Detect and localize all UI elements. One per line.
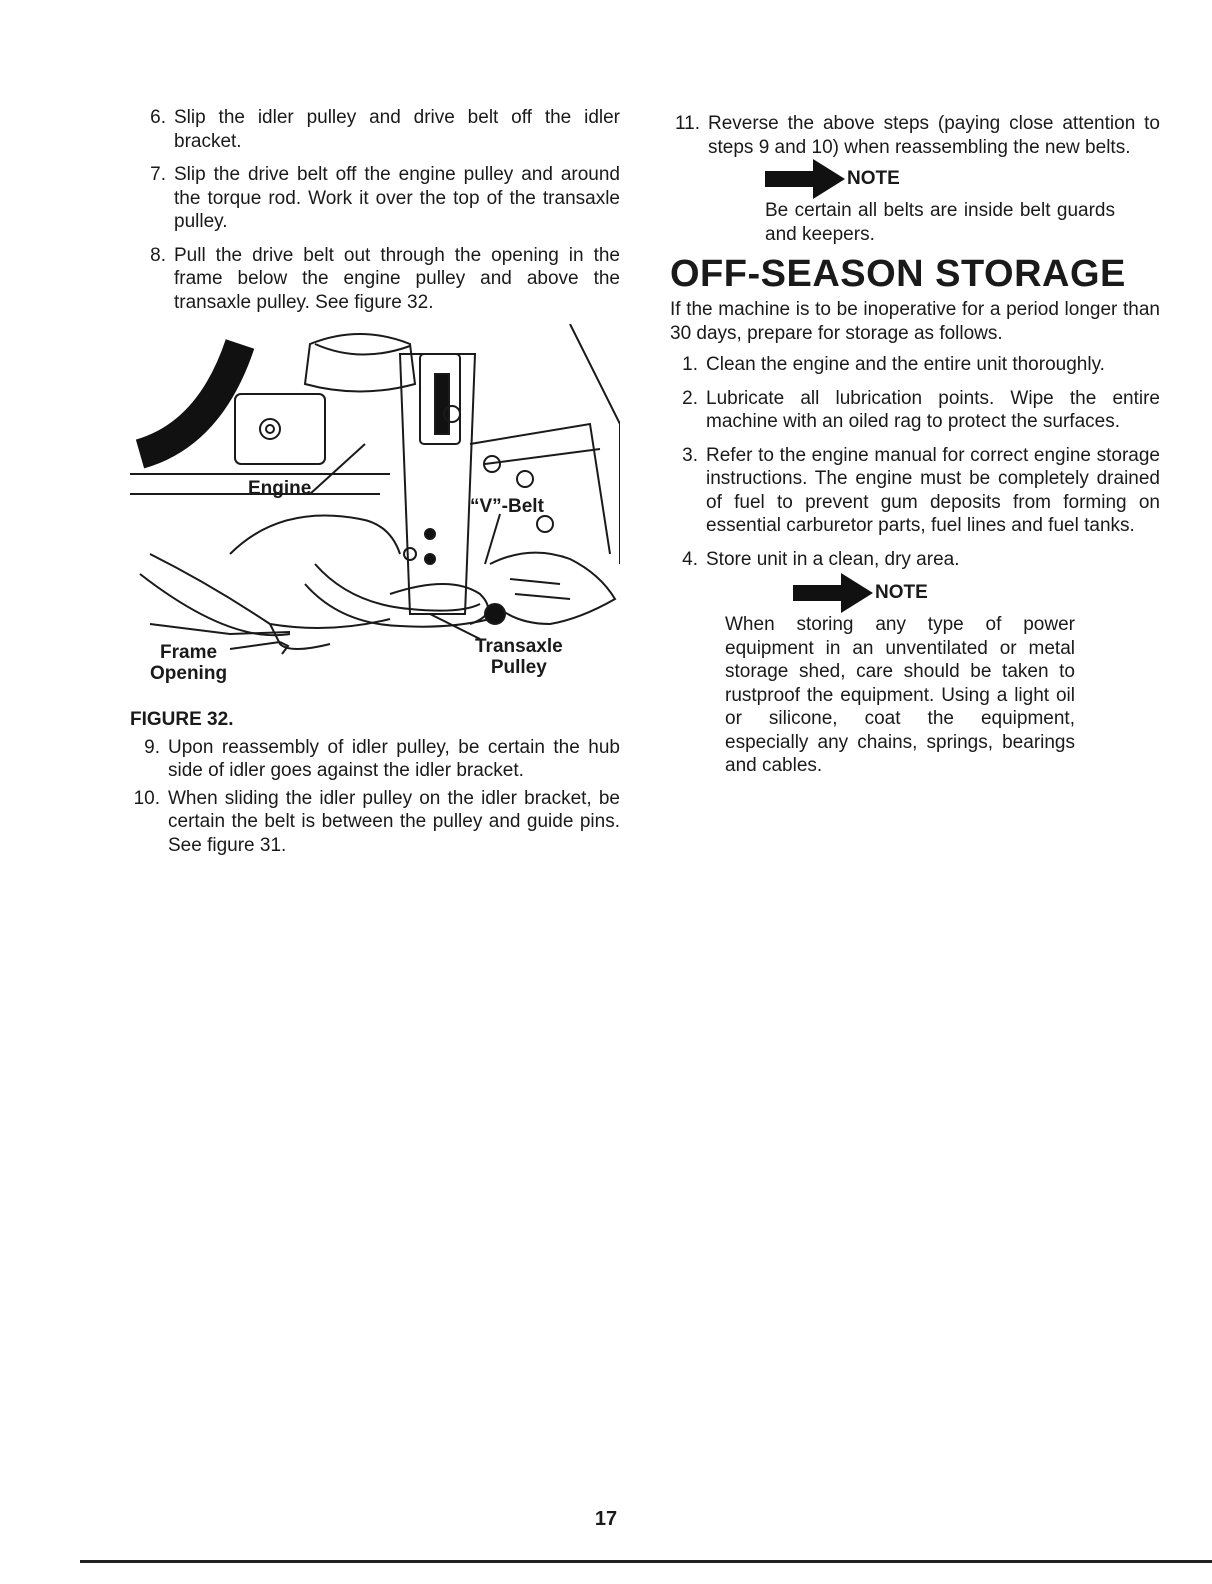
section-heading: OFF-SEASON STORAGE <box>670 253 1126 295</box>
storage-step-3 <box>670 444 1160 538</box>
note-header <box>765 159 1160 199</box>
arrow-right-icon <box>793 573 873 613</box>
storage-step-2 <box>670 387 1160 434</box>
storage-step-4 <box>670 548 1160 572</box>
step-10 <box>130 787 620 858</box>
bottom-rule <box>80 1560 1212 1563</box>
step-7 <box>130 163 620 234</box>
page-number: 17 <box>594 1508 618 1530</box>
step-number: 6. <box>150 107 166 128</box>
storage-step-1 <box>670 353 1160 377</box>
step-number: 11. <box>674 113 700 134</box>
step-6 <box>130 106 620 153</box>
step-text: Pull the drive belt out through the opening in the frame below the engine pulley and above the transaxle pulley. See figure 32. <box>174 244 620 313</box>
step-text: Lubricate all lubrication points. Wipe the entire machine with an oiled rag to protect the surfaces. <box>706 387 1160 432</box>
note-text: Be certain all belts are inside belt guards and keepers. <box>765 200 1115 245</box>
note-storage <box>725 573 1160 778</box>
step-text: When sliding the idler pulley on the idler bracket, be certain the belt is between the pulley and guide pins. See figure 31. <box>168 787 620 856</box>
left-column <box>130 106 620 867</box>
arrow-right-icon <box>765 159 845 199</box>
step-text: Store unit in a clean, dry area. <box>706 548 960 570</box>
step-text: Slip the idler pulley and drive belt off the idler bracket. <box>174 107 620 152</box>
note-label: NOTE <box>875 582 928 604</box>
label-v-belt: “V”-Belt <box>470 496 544 517</box>
step-number: 9. <box>144 736 160 758</box>
step-text: Reverse the above steps (paying close attention to steps 9 and 10) when reassembling the new belts. <box>708 113 1160 158</box>
step-number: 4. <box>682 548 698 570</box>
note-header <box>793 573 1160 613</box>
note-label: NOTE <box>847 168 900 190</box>
figure-32-illustration <box>130 324 620 704</box>
note-text: When storing any type of power equipment in an unventilated or metal storage shed, care should be taken to rustproof the equipment. Using a light oil or silicone, coat the equipment, especially any chains, springs, bearings and cables. <box>725 614 1075 776</box>
label-transaxle-pulley: Transaxle Pulley <box>475 636 563 678</box>
step-number: 1. <box>682 354 698 375</box>
note-belts <box>765 159 1160 246</box>
step-text: Clean the engine and the entire unit thoroughly. <box>706 354 1105 375</box>
step-text: Upon reassembly of idler pulley, be certain the hub side of idler goes against the idler bracket. <box>168 736 620 781</box>
step-number: 3. <box>682 444 698 466</box>
step-11 <box>670 112 1160 159</box>
step-number: 7. <box>150 164 166 185</box>
step-number: 2. <box>682 387 698 409</box>
label-frame-opening: Frame Opening <box>150 642 228 684</box>
figure-caption: FIGURE 32. <box>130 709 234 730</box>
step-text: Refer to the engine manual for correct engine storage instructions. The engine must be completely drained of fuel to prevent gum deposits from forming on essential carburetor parts, fuel lines and fuel tanks. <box>706 444 1160 536</box>
step-text: Slip the drive belt off the engine pulley and around the torque rod. Work it over the top of the transaxle pulley. <box>174 164 620 232</box>
right-column <box>670 112 1160 784</box>
step-number: 10. <box>133 787 160 809</box>
intro-paragraph: If the machine is to be inoperative for a period longer than 30 days, prepare for storage as follows. <box>670 299 1160 344</box>
step-8 <box>130 244 620 315</box>
step-number: 8. <box>150 244 166 266</box>
step-9 <box>130 736 620 783</box>
label-engine: Engine <box>248 478 312 499</box>
